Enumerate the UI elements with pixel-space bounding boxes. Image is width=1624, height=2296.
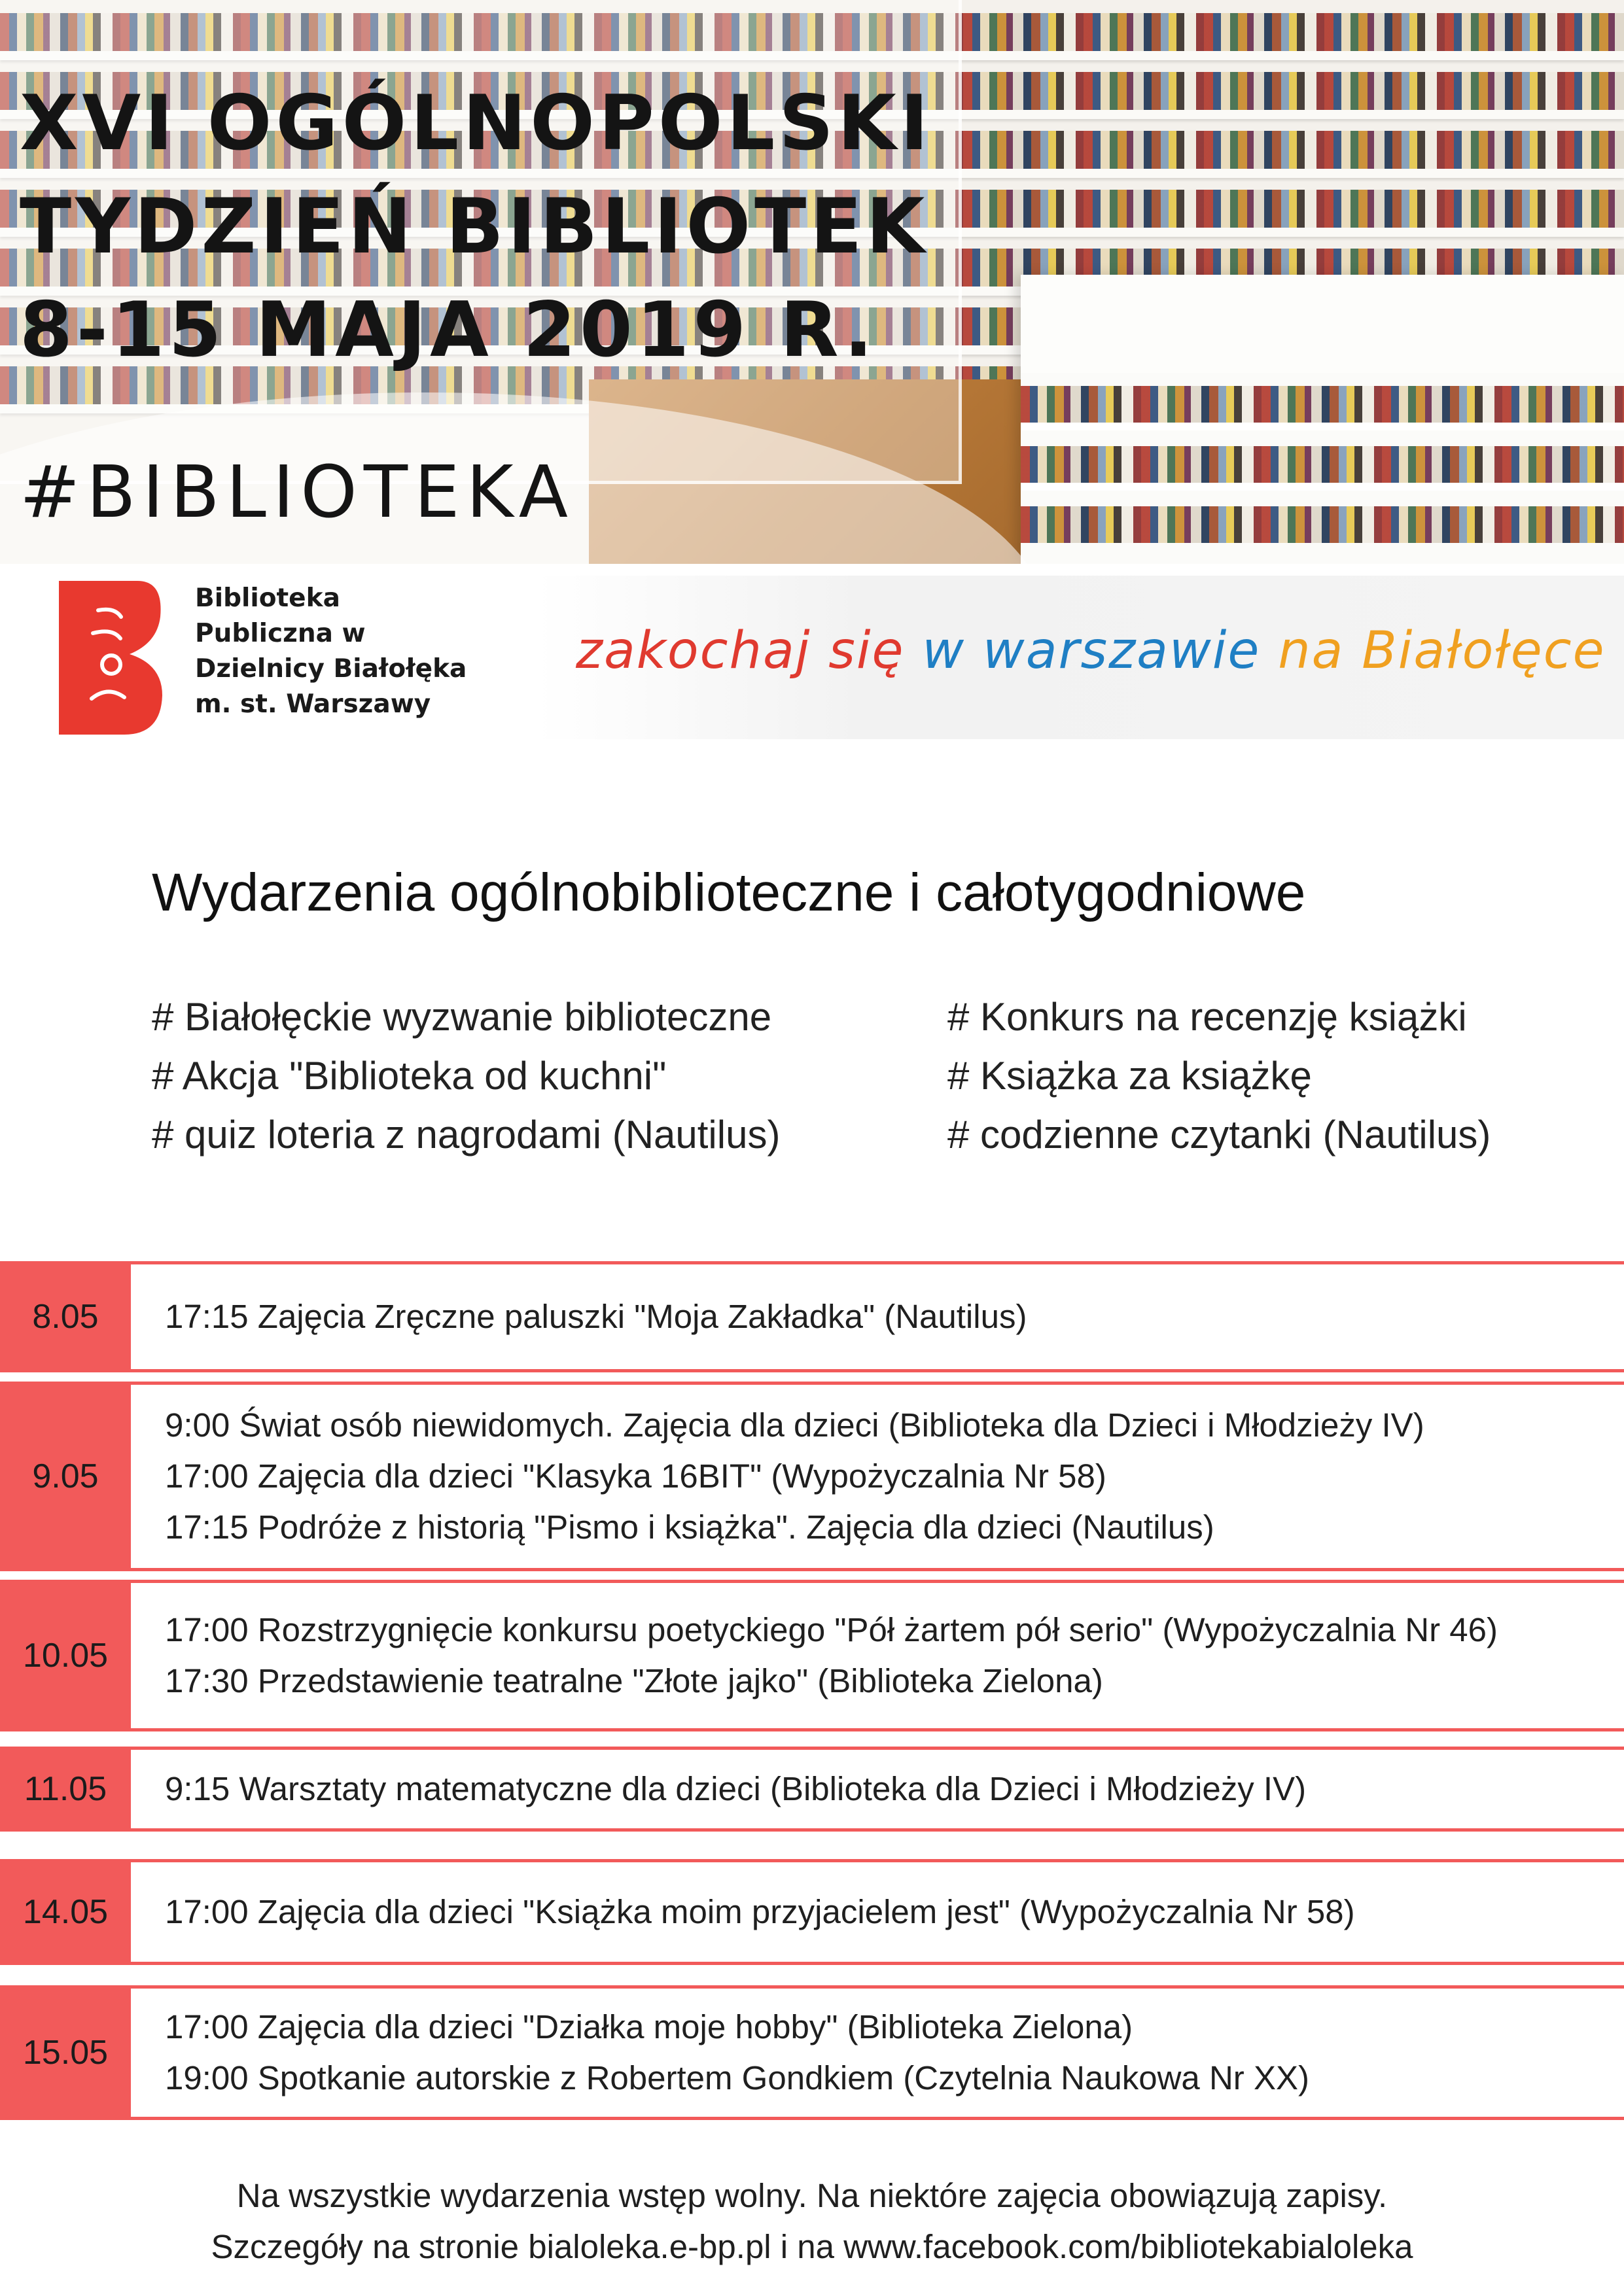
schedule-date: 8.05 (0, 1261, 131, 1372)
schedule-row-11-05 (0, 1747, 1624, 1832)
schedule-events (165, 1261, 1611, 1372)
slogan-logo (576, 621, 1606, 680)
slogan-part-1: zakochaj się (576, 621, 905, 680)
schedule-events (165, 1985, 1611, 2120)
slogan-part-3: na Białołęce (1278, 621, 1606, 680)
schedule-row-10-05 (0, 1580, 1624, 1731)
schedule-events (165, 1859, 1611, 1965)
schedule-event: 17:00 Zajęcia dla dzieci "Działka moje hobby" (Biblioteka Zielona) (165, 2008, 1133, 2045)
title-line-3: 8-15 MAJA 2019 R. (20, 286, 877, 374)
tag-item: # Akcja "Biblioteka od kuchni" (152, 1054, 667, 1098)
schedule-event: 17:30 Przedstawienie teatralne "Złote jajko" (Biblioteka Zielona) (165, 1662, 1103, 1699)
tags-right-column (947, 988, 1491, 1164)
schedule-event: 17:00 Zajęcia dla dzieci "Klasyka 16BIT" (Wypożyczalnia Nr 58) (165, 1457, 1106, 1495)
schedule-date: 10.05 (0, 1580, 131, 1731)
library-name-line-2: Publiczna w (195, 619, 366, 648)
footer-note (0, 2170, 1624, 2272)
tag-item: # Białołęckie wyzwanie biblioteczne (152, 995, 772, 1039)
tags-left-column (152, 988, 780, 1164)
title-line-1: XVI OGÓLNOPOLSKI (20, 79, 932, 167)
section-title: Wydarzenia ogólnobiblioteczne i całotygodniowe (152, 863, 1306, 922)
white-shelf-unit (1021, 275, 1624, 564)
schedule-events (165, 1382, 1611, 1571)
schedule-date: 15.05 (0, 1985, 131, 2120)
title-line-2: TYDZIEŃ BIBLIOTEK (20, 183, 929, 271)
schedule-event: 17:00 Zajęcia dla dzieci "Książka moim przyjacielem jest" (Wypożyczalnia Nr 58) (165, 1893, 1355, 1930)
tag-item: # Konkurs na recenzję książki (947, 995, 1467, 1039)
library-logo-icon (52, 581, 164, 735)
footer-line-2: Szczegóły na stronie bialoleka.e-bp.pl i na www.facebook.com/bibliotekabialoleka (211, 2228, 1413, 2265)
schedule-date: 14.05 (0, 1859, 131, 1965)
schedule-events (165, 1747, 1611, 1832)
library-name-line-3: Dzielnicy Białołęka (195, 654, 467, 684)
schedule-event: 17:00 Rozstrzygnięcie konkursu poetyckiego "Pół żartem pół serio" (Wypożyczalnia Nr 46) (165, 1611, 1498, 1648)
library-name-line-4: m. st. Warszawy (195, 689, 431, 719)
schedule-row-9-05 (0, 1382, 1624, 1571)
schedule-event: 19:00 Spotkanie autorskie z Robertem Gondkiem (Czytelnia Naukowa Nr XX) (165, 2059, 1309, 2096)
schedule-row-14-05 (0, 1859, 1624, 1965)
hashtag-biblioteka: #BIBLIOTEKA (20, 450, 574, 534)
tag-item: # quiz loteria z nagrodami (Nautilus) (152, 1113, 781, 1157)
footer-line-1: Na wszystkie wydarzenia wstęp wolny. Na niektóre zajęcia obowiązują zapisy. (236, 2177, 1388, 2214)
schedule-event: 17:15 Podróże z historią "Pismo i książka". Zajęcia dla dzieci (Nautilus) (165, 1508, 1214, 1546)
schedule-date: 11.05 (0, 1747, 131, 1832)
schedule-events (165, 1580, 1611, 1731)
library-name (195, 581, 467, 722)
schedule-row-8-05 (0, 1261, 1624, 1372)
schedule-event: 9:00 Świat osób niewidomych. Zajęcia dla dzieci (Biblioteka dla Dzieci i Młodzieży IV) (165, 1406, 1424, 1444)
hero-banner (0, 0, 1624, 564)
slogan-part-2: w warszawie (922, 621, 1261, 680)
schedule-event: 17:15 Zajęcia Zręczne paluszki "Moja Zakładka" (Nautilus) (165, 1298, 1027, 1335)
poster-title (20, 72, 932, 382)
tag-item: # Książka za książkę (947, 1054, 1312, 1098)
library-name-line-1: Biblioteka (195, 583, 340, 613)
schedule-event: 9:15 Warsztaty matematyczne dla dzieci (Biblioteka dla Dzieci i Młodzieży IV) (165, 1770, 1307, 1807)
tag-item: # codzienne czytanki (Nautilus) (947, 1113, 1491, 1157)
schedule-date: 9.05 (0, 1382, 131, 1571)
schedule-row-15-05 (0, 1985, 1624, 2120)
